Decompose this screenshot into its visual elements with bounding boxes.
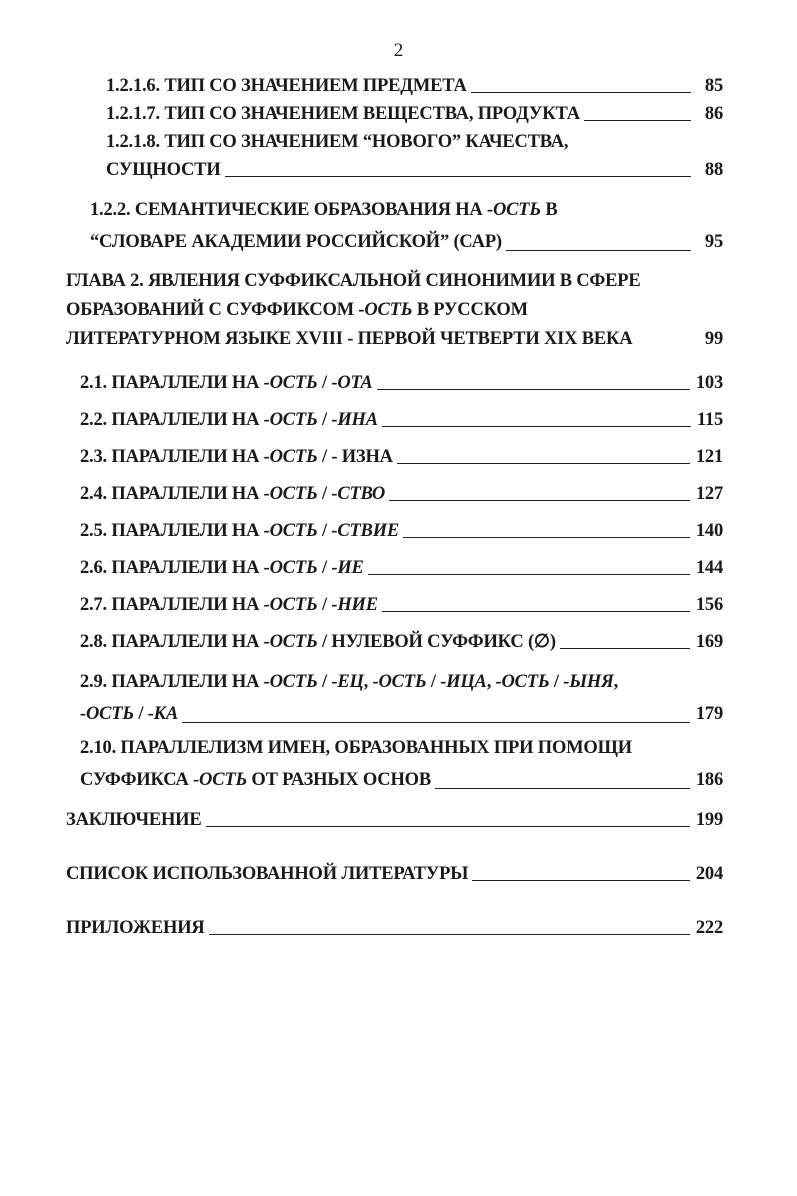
suffix-italic: -ИНА [331, 410, 378, 430]
suffix-italic: -СТВИЕ [331, 521, 400, 541]
page-ref: 86 [704, 104, 723, 124]
toc-title [90, 194, 558, 226]
toc-line [80, 554, 723, 582]
page-ref: 115 [696, 410, 723, 430]
title-text: / [549, 672, 564, 692]
suffix-italic: -ОСТЬ [358, 300, 413, 320]
toc-line [106, 100, 723, 128]
suffix-italic: -ОСТЬ [193, 770, 247, 790]
toc-line [66, 860, 723, 888]
title-text: / [317, 410, 332, 430]
toc-entry-2-4[interactable] [80, 480, 723, 508]
title-text: / [317, 484, 332, 504]
title-text: СПИСОК ИСПОЛЬЗОВАННОЙ ЛИТЕРАТУРЫ [66, 864, 469, 884]
suffix-italic: -ОСТЬ [263, 672, 318, 692]
toc-line [80, 698, 723, 730]
title-text: 2.9. ПАРАЛЛЕЛИ НА [80, 672, 264, 692]
title-text: / [317, 521, 332, 541]
toc-title [80, 443, 393, 471]
dot-leader [472, 880, 690, 881]
toc-title [106, 72, 467, 100]
toc-entry-conclusion[interactable] [66, 806, 723, 834]
page-ref: 140 [695, 521, 723, 541]
toc-line [80, 732, 723, 764]
toc-line [106, 128, 723, 156]
toc-title [66, 806, 202, 834]
title-text: ОТ РАЗНЫХ ОСНОВ [246, 770, 431, 790]
suffix-italic: -ОТА [331, 373, 373, 393]
suffix-italic: -ОСТЬ [263, 558, 318, 578]
title-text: 2.5. ПАРАЛЛЕЛИ НА [80, 521, 264, 541]
toc-line [66, 806, 723, 834]
toc-title [90, 226, 502, 258]
suffix-italic: -ОСТЬ [263, 447, 318, 467]
toc-title [80, 732, 632, 764]
title-text: 2.8. ПАРАЛЛЕЛИ НА [80, 632, 264, 652]
toc-entry-2-6[interactable] [80, 554, 723, 582]
dot-leader [368, 574, 690, 575]
toc-entry-bibliography[interactable] [66, 860, 723, 888]
title-text: / [426, 672, 441, 692]
page-ref: 199 [695, 810, 723, 830]
toc-title [80, 628, 556, 656]
toc-entry-1-2-2[interactable] [90, 194, 723, 258]
title-text: / [317, 558, 332, 578]
suffix-italic: -ИЦА [440, 672, 487, 692]
toc-title [80, 369, 373, 397]
toc-entry-2-7[interactable] [80, 591, 723, 619]
toc-title [80, 591, 378, 619]
dot-leader [182, 722, 690, 723]
toc-title [106, 100, 580, 128]
toc-title [66, 914, 205, 942]
title-text: “СЛОВАРЕ АКАДЕМИИ РОССИЙСКОЙ” (САР) [90, 232, 502, 252]
suffix-italic: -КА [147, 704, 179, 724]
toc-title [80, 666, 618, 698]
title-text: ОБРАЗОВАНИЙ С СУФФИКСОМ [66, 300, 359, 320]
title-text: 1.2.1.7. ТИП СО ЗНАЧЕНИЕМ ВЕЩЕСТВА, ПРОДУКТА [106, 104, 580, 124]
suffix-italic: -ОСТЬ [372, 672, 427, 692]
toc-line [106, 156, 723, 184]
title-text: СУЩНОСТИ [106, 160, 221, 180]
toc-title [80, 698, 178, 730]
dot-leader [584, 120, 691, 121]
toc-line [80, 628, 723, 656]
title-text: 2.3. ПАРАЛЛЕЛИ НА [80, 447, 264, 467]
suffix-italic: -ОСТЬ [263, 410, 318, 430]
suffix-italic: -ИЕ [331, 558, 364, 578]
dot-leader [382, 426, 691, 427]
suffix-italic: -СТВО [331, 484, 385, 504]
page-ref: 95 [704, 232, 723, 252]
suffix-italic: -ЫНЯ [563, 672, 614, 692]
toc-title [80, 517, 399, 545]
suffix-italic: -ОСТЬ [263, 595, 318, 615]
title-text: В [540, 200, 558, 220]
dot-leader [397, 463, 690, 464]
title-text: В РУССКОМ [412, 300, 528, 320]
toc-line [66, 914, 723, 942]
page-ref: 222 [695, 918, 723, 938]
toc-entry-1-2-1-8[interactable] [106, 128, 723, 184]
dot-leader [506, 250, 691, 251]
title-text: / - ИЗНА [317, 447, 393, 467]
dot-leader [209, 934, 690, 935]
toc-line [80, 517, 723, 545]
toc-title [80, 764, 431, 796]
toc-line [66, 267, 723, 296]
toc-title [106, 156, 221, 184]
toc-entry-2-8[interactable] [80, 628, 723, 656]
suffix-italic: -ЕЦ [331, 672, 364, 692]
title-text: / [133, 704, 148, 724]
toc-entry-appendices[interactable] [66, 914, 723, 942]
page-number: 2 [393, 40, 404, 61]
dot-leader [560, 648, 690, 649]
toc-line [80, 666, 723, 698]
dot-leader [382, 611, 690, 612]
title-text: ЗАКЛЮЧЕНИЕ [66, 810, 202, 830]
title-text: СУФФИКСА [80, 770, 194, 790]
page-ref: 156 [695, 595, 723, 615]
toc-title [80, 554, 364, 582]
dot-leader [225, 176, 691, 177]
dot-leader [389, 500, 690, 501]
suffix-italic: -ОСТЬ [263, 521, 318, 541]
title-text: , [363, 672, 373, 692]
toc-line [66, 325, 723, 354]
toc-title [80, 406, 378, 434]
page-ref: 99 [704, 329, 723, 349]
toc-entry-2-3[interactable] [80, 443, 723, 471]
toc-line [80, 406, 723, 434]
page-ref: 186 [695, 770, 723, 790]
dot-leader [435, 788, 690, 789]
title-text: 1.2.1.8. ТИП СО ЗНАЧЕНИЕМ “НОВОГО” КАЧЕСТВА, [106, 132, 569, 152]
page-ref: 127 [695, 484, 723, 504]
toc-entry-chapter-2[interactable] [66, 267, 723, 354]
title-text: 2.1. ПАРАЛЛЕЛИ НА [80, 373, 264, 393]
toc-title [66, 296, 528, 325]
toc-line [80, 480, 723, 508]
title-text: / [317, 373, 332, 393]
title-text: / [317, 672, 332, 692]
suffix-italic: -ОСТЬ [80, 704, 134, 724]
title-text: ПРИЛОЖЕНИЯ [66, 918, 205, 938]
dot-leader [206, 826, 690, 827]
page-ref: 121 [695, 447, 723, 467]
title-text: / НУЛЕВОЙ СУФФИКС (∅) [317, 632, 556, 652]
toc-title [80, 480, 385, 508]
toc-entry-2-9[interactable] [80, 666, 723, 730]
suffix-italic: -ОСТЬ [263, 484, 318, 504]
toc-entry-2-5[interactable] [80, 517, 723, 545]
toc-entry-1-2-1-6[interactable] [106, 72, 723, 100]
page-ref: 103 [695, 373, 723, 393]
toc-line [90, 194, 723, 226]
title-text: 2.10. ПАРАЛЛЕЛИЗМ ИМЕН, ОБРАЗОВАННЫХ ПРИ ПОМОЩИ [80, 738, 632, 758]
suffix-italic: -ОСТЬ [495, 672, 550, 692]
toc-entry-1-2-1-7[interactable] [106, 100, 723, 128]
dot-leader [471, 92, 691, 93]
page-ref: 85 [704, 76, 723, 96]
toc-line [66, 296, 723, 325]
title-text: , [486, 672, 496, 692]
toc-entry-2-1[interactable] [80, 369, 723, 397]
title-text: ГЛАВА 2. ЯВЛЕНИЯ СУФФИКСАЛЬНОЙ СИНОНИМИИ В СФЕРЕ [66, 271, 641, 291]
dot-leader [377, 389, 690, 390]
title-text: 1.2.1.6. ТИП СО ЗНАЧЕНИЕМ ПРЕДМЕТА [106, 76, 467, 96]
toc-entry-2-10[interactable] [80, 732, 723, 796]
page-ref: 88 [704, 160, 723, 180]
page-ref: 179 [695, 704, 723, 724]
title-text: , [613, 672, 619, 692]
toc-line [80, 369, 723, 397]
title-text: 2.4. ПАРАЛЛЕЛИ НА [80, 484, 264, 504]
dot-leader [403, 537, 690, 538]
title-text: 2.7. ПАРАЛЛЕЛИ НА [80, 595, 264, 615]
toc-line [80, 764, 723, 796]
toc-title [66, 267, 641, 296]
title-text: 2.6. ПАРАЛЛЕЛИ НА [80, 558, 264, 578]
toc-title [106, 128, 568, 156]
toc-entry-2-2[interactable] [80, 406, 723, 434]
suffix-italic: -ОСТЬ [263, 373, 318, 393]
toc-line [106, 72, 723, 100]
toc-title [66, 860, 468, 888]
suffix-italic: -НИЕ [331, 595, 378, 615]
toc-title [66, 325, 632, 354]
page-ref: 169 [695, 632, 723, 652]
suffix-italic: -ОСТЬ [487, 200, 541, 220]
title-text: ЛИТЕРАТУРНОМ ЯЗЫКЕ XVIII - ПЕРВОЙ ЧЕТВЕРТИ XIX ВЕКА [66, 329, 633, 349]
toc-line [80, 591, 723, 619]
toc-line [90, 226, 723, 258]
page-ref: 204 [695, 864, 723, 884]
title-text: / [317, 595, 332, 615]
title-text: 2.2. ПАРАЛЛЕЛИ НА [80, 410, 264, 430]
toc-line [80, 443, 723, 471]
title-text: 1.2.2. СЕМАНТИЧЕСКИЕ ОБРАЗОВАНИЯ НА [90, 200, 488, 220]
suffix-italic: -ОСТЬ [263, 632, 318, 652]
page-ref: 144 [695, 558, 723, 578]
